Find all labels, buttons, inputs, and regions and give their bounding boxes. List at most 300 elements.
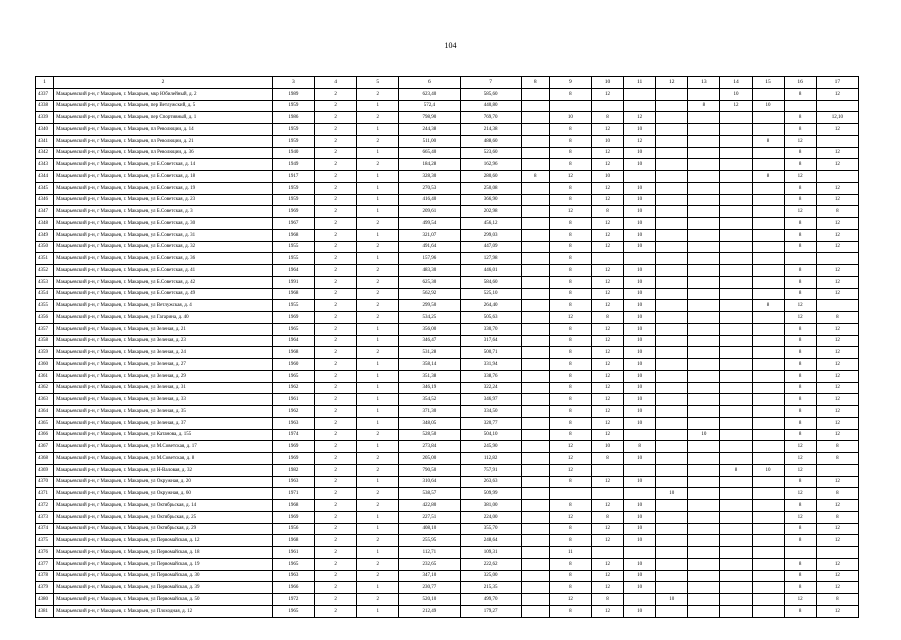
table-cell <box>656 206 688 218</box>
row-number-cell: 4353 <box>36 276 54 288</box>
table-cell: 8 <box>784 535 816 547</box>
table-cell: 2 <box>315 335 357 347</box>
address-cell: Макарьевский р-н, г Макарьев, г. Макарьев, ул Б.Советская, д. 32 <box>54 241 273 253</box>
table-cell: 8 <box>549 523 591 535</box>
table-row <box>36 288 859 300</box>
table-cell <box>784 253 816 265</box>
table-cell <box>521 241 549 253</box>
table-cell <box>656 100 688 112</box>
table-cell: 534,25 <box>399 312 460 324</box>
table-cell: 12 <box>549 594 591 606</box>
table-cell <box>521 370 549 382</box>
table-row <box>36 335 859 347</box>
table-cell: 1963 <box>272 476 314 488</box>
table-cell <box>656 288 688 300</box>
table-cell <box>688 382 720 394</box>
address-cell: Макарьевский р-н, г Макарьев, г. Макарьев, ул Зеленая, д. 33 <box>54 394 273 406</box>
table-cell <box>720 312 752 324</box>
table-cell: 2 <box>315 147 357 159</box>
table-cell: 224,00 <box>460 511 521 523</box>
row-number-cell: 4372 <box>36 500 54 512</box>
table-cell: 2 <box>315 159 357 171</box>
table-cell: 8 <box>816 488 858 500</box>
table-cell <box>521 288 549 300</box>
table-cell: 10 <box>624 394 656 406</box>
table-cell <box>720 241 752 253</box>
row-number-cell: 4350 <box>36 241 54 253</box>
table-cell: 244,38 <box>399 124 460 136</box>
row-number-cell: 4355 <box>36 300 54 312</box>
address-cell: Макарьевский р-н, г Макарьев, г. Макарьев, ул Зеленая, д. 31 <box>54 382 273 394</box>
table-cell <box>521 429 549 441</box>
table-cell: 8 <box>784 276 816 288</box>
table-cell: 347,10 <box>399 570 460 582</box>
table-cell <box>752 441 784 453</box>
table-cell: 10 <box>624 182 656 194</box>
table-cell: 12 <box>591 370 623 382</box>
table-cell: 1959 <box>272 100 314 112</box>
row-number-cell: 4360 <box>36 359 54 371</box>
table-cell: 12 <box>591 500 623 512</box>
table-cell: 531,28 <box>399 347 460 359</box>
table-cell <box>688 206 720 218</box>
table-cell <box>688 288 720 300</box>
table-cell: 408,10 <box>399 523 460 535</box>
table-row <box>36 464 859 476</box>
table-cell: 8 <box>784 582 816 594</box>
table-cell: 1965 <box>272 323 314 335</box>
table-cell <box>656 124 688 136</box>
table-cell <box>720 253 752 265</box>
table-cell: 511,00 <box>399 135 460 147</box>
table-cell: 8 <box>784 406 816 418</box>
table-cell: 2 <box>315 476 357 488</box>
table-row <box>36 582 859 594</box>
table-cell: 12 <box>816 182 858 194</box>
table-cell: 317,64 <box>460 335 521 347</box>
table-cell: 8 <box>816 511 858 523</box>
table-cell <box>752 147 784 159</box>
table-cell <box>752 359 784 371</box>
table-cell: 1 <box>357 523 399 535</box>
table-cell: 12 <box>816 265 858 277</box>
table-cell: 2 <box>315 265 357 277</box>
table-cell: 10 <box>720 88 752 100</box>
table-cell <box>720 523 752 535</box>
table-cell: 1968 <box>272 535 314 547</box>
table-cell <box>521 547 549 559</box>
table-cell <box>624 547 656 559</box>
row-number-cell: 4339 <box>36 112 54 124</box>
table-cell: 2 <box>315 429 357 441</box>
row-number-cell: 4369 <box>36 464 54 476</box>
table-cell: 250,08 <box>460 182 521 194</box>
table-cell <box>752 206 784 218</box>
table-cell: 2 <box>357 265 399 277</box>
table-cell: 12 <box>591 276 623 288</box>
table-cell <box>521 359 549 371</box>
table-cell <box>656 194 688 206</box>
table-cell: 12 <box>816 417 858 429</box>
table-cell: 10 <box>624 511 656 523</box>
table-cell: 356,00 <box>399 323 460 335</box>
table-cell: 8 <box>784 265 816 277</box>
table-cell: 8 <box>549 159 591 171</box>
table-cell <box>720 394 752 406</box>
table-row <box>36 171 859 183</box>
table-cell: 2 <box>315 206 357 218</box>
table-cell: 325,00 <box>460 570 521 582</box>
table-cell: 12 <box>816 347 858 359</box>
table-cell: 12 <box>624 135 656 147</box>
row-number-cell: 4379 <box>36 582 54 594</box>
table-cell <box>720 500 752 512</box>
table-cell <box>752 406 784 418</box>
table-cell: 446,01 <box>460 265 521 277</box>
table-cell <box>656 511 688 523</box>
table-cell: 1964 <box>272 265 314 277</box>
table-cell <box>521 523 549 535</box>
table-cell: 1 <box>357 206 399 218</box>
table-row <box>36 594 859 606</box>
table-cell <box>752 605 784 617</box>
table-row <box>36 511 859 523</box>
table-cell: 1965 <box>272 558 314 570</box>
table-cell: 10 <box>591 441 623 453</box>
table-cell: 12 <box>784 300 816 312</box>
table-cell: 351,38 <box>399 370 460 382</box>
table-cell <box>688 112 720 124</box>
table-cell: 381,00 <box>460 500 521 512</box>
table-cell: 8 <box>784 218 816 230</box>
table-cell <box>752 417 784 429</box>
table-cell: 8 <box>784 558 816 570</box>
table-cell <box>521 100 549 112</box>
table-cell <box>521 218 549 230</box>
table-cell: 2 <box>357 112 399 124</box>
table-cell: 1962 <box>272 406 314 418</box>
table-cell: 331,94 <box>460 359 521 371</box>
table-row <box>36 558 859 570</box>
table-cell <box>521 347 549 359</box>
table-cell: 184,28 <box>399 159 460 171</box>
table-cell <box>752 511 784 523</box>
table-cell: 12 <box>816 124 858 136</box>
table-cell <box>816 547 858 559</box>
table-cell: 10 <box>624 570 656 582</box>
table-cell: 1 <box>357 124 399 136</box>
table-cell: 1 <box>357 335 399 347</box>
table-cell: 10 <box>624 476 656 488</box>
table-cell: 12 <box>816 323 858 335</box>
table-cell: 12 <box>816 288 858 300</box>
table-cell: 10 <box>591 171 623 183</box>
table-cell: 8 <box>688 100 720 112</box>
table-cell: 10 <box>624 124 656 136</box>
table-cell <box>688 558 720 570</box>
table-cell: 2 <box>315 594 357 606</box>
table-cell <box>720 547 752 559</box>
address-cell: Макарьевский р-н, г Макарьев, г. Макарьев, ул Ветлужская, д. 4 <box>54 300 273 312</box>
address-cell: Макарьевский р-н, г Макарьев, г. Макарьев, ул Зеленая, д. 29 <box>54 370 273 382</box>
table-cell <box>656 171 688 183</box>
address-cell: Макарьевский р-н, г Макарьев, г. Макарьев, ул Зеленая, д. 27 <box>54 359 273 371</box>
table-cell: 2 <box>315 323 357 335</box>
table-cell: 12 <box>591 124 623 136</box>
table-cell: 2 <box>357 312 399 324</box>
table-cell: 346,97 <box>460 394 521 406</box>
table-cell: 10 <box>624 300 656 312</box>
table-cell: 2 <box>315 370 357 382</box>
table-cell <box>784 547 816 559</box>
table-cell: 299,50 <box>399 300 460 312</box>
table-cell <box>720 582 752 594</box>
table-cell: 12 <box>816 370 858 382</box>
table-cell: 8 <box>784 476 816 488</box>
table-cell: 10 <box>624 347 656 359</box>
column-header: 16 <box>784 77 816 89</box>
table-cell <box>752 241 784 253</box>
table-cell <box>656 359 688 371</box>
table-row <box>36 124 859 136</box>
column-header: 13 <box>688 77 720 89</box>
address-cell: Макарьевский р-н, г Макарьев, г. Макарьев, ул Б.Советская, д. 14 <box>54 159 273 171</box>
table-cell <box>521 453 549 465</box>
table-cell: 12 <box>816 570 858 582</box>
table-cell: 1 <box>357 182 399 194</box>
table-cell: 8 <box>521 171 549 183</box>
table-row <box>36 88 859 100</box>
table-cell <box>521 394 549 406</box>
table-cell: 1 <box>357 194 399 206</box>
table-cell: 346,47 <box>399 335 460 347</box>
table-row <box>36 135 859 147</box>
table-cell <box>688 265 720 277</box>
table-cell: 2 <box>357 88 399 100</box>
table-cell <box>688 253 720 265</box>
table-cell <box>656 453 688 465</box>
table-cell: 12 <box>591 394 623 406</box>
table-cell <box>720 206 752 218</box>
table-cell: 230,77 <box>399 582 460 594</box>
header-row <box>36 77 859 89</box>
table-cell: 2 <box>315 535 357 547</box>
table-cell: 322,24 <box>460 382 521 394</box>
table-cell: 2 <box>315 464 357 476</box>
row-number-cell: 4362 <box>36 382 54 394</box>
address-cell: Макарьевский р-н, г Макарьев, г. Макарьев, ул Б.Советская, д. 23 <box>54 194 273 206</box>
table-cell <box>720 159 752 171</box>
table-cell: 1955 <box>272 253 314 265</box>
table-cell: 8 <box>591 206 623 218</box>
table-cell: 8 <box>549 229 591 241</box>
row-number-cell: 4373 <box>36 511 54 523</box>
row-number-cell: 4356 <box>36 312 54 324</box>
table-cell <box>624 171 656 183</box>
table-cell: 12 <box>591 417 623 429</box>
table-cell: 8 <box>624 441 656 453</box>
table-cell: 12 <box>816 88 858 100</box>
table-cell: 2 <box>357 347 399 359</box>
table-cell <box>521 558 549 570</box>
table-cell: 2 <box>315 229 357 241</box>
column-header: 11 <box>624 77 656 89</box>
table-cell <box>656 464 688 476</box>
table-row <box>36 453 859 465</box>
table-cell <box>816 253 858 265</box>
table-cell: 769,70 <box>460 112 521 124</box>
table-cell: 8 <box>784 159 816 171</box>
table-cell <box>752 218 784 230</box>
table-cell: 8 <box>784 323 816 335</box>
table-cell <box>688 406 720 418</box>
table-cell: 264,40 <box>460 300 521 312</box>
table-cell: 12 <box>816 582 858 594</box>
table-cell <box>688 570 720 582</box>
table-cell <box>752 370 784 382</box>
address-cell: Макарьевский р-н, г Макарьев, г. Макарьев, ул Б.Советская, д. 30 <box>54 218 273 230</box>
table-cell: 10 <box>624 417 656 429</box>
row-number-cell: 4349 <box>36 229 54 241</box>
table-cell: 12 <box>591 159 623 171</box>
table-cell: 8 <box>784 382 816 394</box>
table-cell: 348,05 <box>399 417 460 429</box>
table-cell: 509,99 <box>460 488 521 500</box>
column-header: 3 <box>272 77 314 89</box>
address-cell: Макарьевский р-н, г Макарьев, г. Макарьев, ул Н-Валовая, д. 32 <box>54 464 273 476</box>
table-cell: 1949 <box>272 159 314 171</box>
table-cell: 8 <box>549 182 591 194</box>
table-cell: 12 <box>591 347 623 359</box>
table-cell <box>656 535 688 547</box>
table-cell <box>656 500 688 512</box>
table-cell: 416,40 <box>399 194 460 206</box>
table-cell: 10 <box>752 464 784 476</box>
table-cell <box>521 417 549 429</box>
table-cell: 8 <box>720 464 752 476</box>
table-cell: 1969 <box>272 312 314 324</box>
table-cell: 8 <box>784 359 816 371</box>
table-cell: 2 <box>315 112 357 124</box>
table-cell: 248,64 <box>460 535 521 547</box>
table-cell: 10 <box>624 323 656 335</box>
table-cell: 8 <box>549 288 591 300</box>
column-header: 1 <box>36 77 54 89</box>
row-number-cell: 4347 <box>36 206 54 218</box>
table-cell: 2 <box>315 312 357 324</box>
table-cell: 8 <box>784 605 816 617</box>
table-cell <box>688 241 720 253</box>
table-cell <box>521 229 549 241</box>
table-cell: 8 <box>549 253 591 265</box>
table-cell: 1969 <box>272 511 314 523</box>
row-number-cell: 4367 <box>36 441 54 453</box>
table-cell: 8 <box>816 312 858 324</box>
table-cell: 8 <box>752 135 784 147</box>
table-cell: 584,60 <box>460 276 521 288</box>
table-cell: 10 <box>624 147 656 159</box>
table-cell: 2 <box>357 453 399 465</box>
table-cell: 1982 <box>272 464 314 476</box>
housing-table <box>35 76 859 618</box>
table-cell: 8 <box>549 394 591 406</box>
table-cell: 8 <box>549 124 591 136</box>
table-cell: 2 <box>357 276 399 288</box>
table-row <box>36 394 859 406</box>
table-cell: 8 <box>784 147 816 159</box>
table-cell: 10 <box>624 359 656 371</box>
table-cell: 1986 <box>272 112 314 124</box>
table-cell <box>591 253 623 265</box>
table-cell <box>688 535 720 547</box>
address-cell: Макарьевский р-н, г Макарьев, г. Макарьев, ул Зеленая, д. 21 <box>54 323 273 335</box>
table-cell: 798,90 <box>399 112 460 124</box>
row-number-cell: 4348 <box>36 218 54 230</box>
table-cell: 8 <box>784 124 816 136</box>
table-cell <box>521 147 549 159</box>
table-cell: 1968 <box>272 288 314 300</box>
table-cell: 8 <box>549 382 591 394</box>
table-cell: 12 <box>591 558 623 570</box>
table-cell: 505,63 <box>460 312 521 324</box>
table-cell: 1965 <box>272 370 314 382</box>
table-cell <box>688 582 720 594</box>
table-cell: 8 <box>549 500 591 512</box>
table-cell: 12 <box>816 476 858 488</box>
table-cell <box>624 253 656 265</box>
table-cell <box>752 312 784 324</box>
table-cell <box>656 523 688 535</box>
table-cell <box>521 582 549 594</box>
table-cell: 2 <box>315 194 357 206</box>
table-cell: 12 <box>591 88 623 100</box>
table-cell <box>521 476 549 488</box>
row-number-cell: 4364 <box>36 406 54 418</box>
table-cell: 1989 <box>272 88 314 100</box>
table-cell <box>816 100 858 112</box>
column-header: 9 <box>549 77 591 89</box>
table-cell: 10 <box>624 218 656 230</box>
table-cell: 8 <box>549 300 591 312</box>
address-cell: Макарьевский р-н, г Макарьев, г. Макарьев, пл Революции, д. 36 <box>54 147 273 159</box>
table-cell <box>752 112 784 124</box>
table-cell: 2 <box>315 500 357 512</box>
table-cell: 10 <box>624 605 656 617</box>
table-cell: 209,61 <box>399 206 460 218</box>
table-cell: 12 <box>549 453 591 465</box>
table-cell: 205,00 <box>399 453 460 465</box>
table-cell <box>656 370 688 382</box>
table-row <box>36 194 859 206</box>
table-cell: 112,71 <box>399 547 460 559</box>
table-cell: 1955 <box>272 300 314 312</box>
table-cell <box>816 300 858 312</box>
table-cell <box>752 453 784 465</box>
table-cell: 10 <box>656 594 688 606</box>
table-cell <box>521 112 549 124</box>
table-cell: 8 <box>549 582 591 594</box>
table-cell: 1 <box>357 406 399 418</box>
row-number-cell: 4363 <box>36 394 54 406</box>
table-cell: 10 <box>624 229 656 241</box>
table-cell: 273,84 <box>399 441 460 453</box>
row-number-cell: 4359 <box>36 347 54 359</box>
table-cell <box>656 229 688 241</box>
table-cell: 1 <box>357 582 399 594</box>
table-row <box>36 359 859 371</box>
table-cell: 8 <box>549 135 591 147</box>
row-number-cell: 4341 <box>36 135 54 147</box>
